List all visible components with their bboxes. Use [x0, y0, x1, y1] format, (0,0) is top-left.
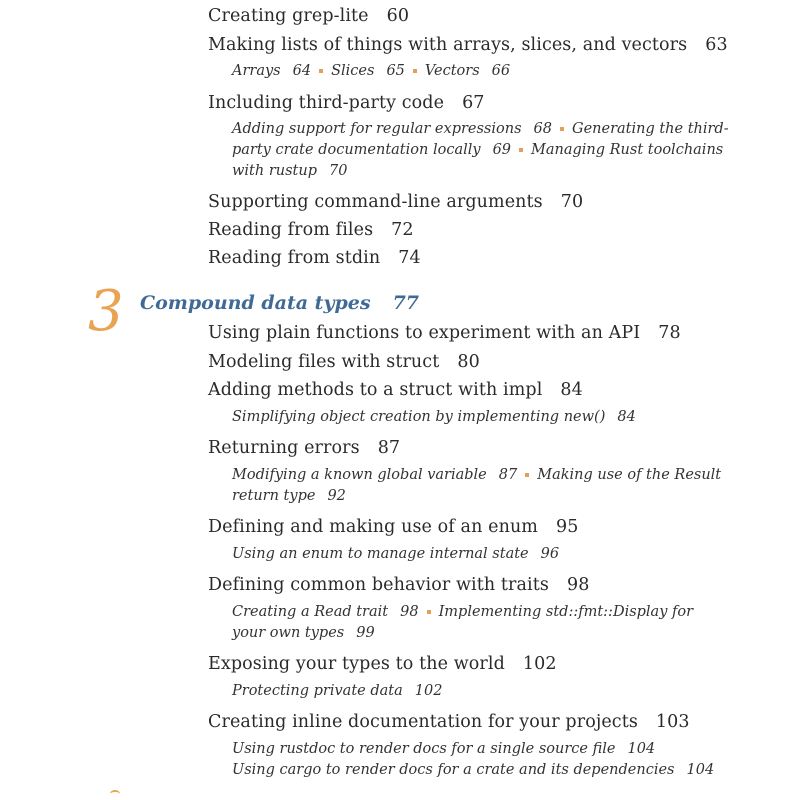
subsection-title: Arrays: [232, 63, 281, 79]
subsection-title: Protecting private data: [232, 683, 403, 699]
section-page: 98: [566, 575, 590, 595]
subsection-title: party crate documentation locally: [232, 142, 481, 158]
section-title: Reading from files: [208, 220, 374, 240]
section-title: Returning errors: [208, 438, 360, 458]
section-page: 95: [556, 517, 579, 537]
chapter-title: Compound data types: [140, 292, 371, 314]
subsection-page: 102: [414, 683, 443, 699]
section-page: 103: [655, 712, 690, 732]
toc-subsection-line: [232, 762, 714, 778]
chapter-page: 77: [392, 292, 420, 314]
toc-subsection-line: [232, 409, 636, 425]
subsection-title: Managing Rust toolchains: [531, 142, 724, 158]
subsection-title: Using an enum to manage internal state: [232, 546, 529, 562]
section-title: Reading from stdin: [208, 248, 381, 268]
section-title: Making lists of things with arrays, slices, and vectors: [208, 35, 688, 55]
subsection-title: Generating the third-: [571, 121, 729, 137]
subsection-title: Adding support for regular expressions: [232, 121, 522, 137]
section-page: 80: [457, 352, 480, 372]
subsection-page: 69: [492, 142, 512, 158]
section-title: Including third-party code: [208, 93, 445, 113]
section-title: Modeling files with struct: [208, 352, 440, 372]
subsection-title: your own types: [232, 625, 345, 641]
subsection-title: Slices: [331, 63, 375, 79]
section-title: Defining and making use of an enum: [208, 517, 539, 537]
subsection-page: 66: [491, 63, 511, 79]
section-title: Creating inline documentation for your projects: [208, 712, 638, 732]
subsection-page: 68: [533, 121, 552, 137]
bullet-separator: [560, 127, 564, 131]
subsection-title: Modifying a known global variable: [232, 467, 487, 483]
section-title: Using plain functions to experiment with an API: [208, 323, 641, 343]
subsection-page: 84: [617, 409, 636, 425]
subsection-page: 70: [328, 163, 348, 179]
section-title: Creating grep-lite: [208, 6, 369, 26]
subsection-page: 64: [292, 63, 312, 79]
subsection-page: 96: [540, 546, 560, 562]
next-chapter-number-fragment: [110, 790, 120, 798]
chapter-heading: [140, 292, 419, 314]
bullet-separator: [519, 148, 523, 152]
chapter-number: 3: [88, 279, 124, 344]
section-page: 102: [522, 654, 557, 674]
subsection-page: 98: [400, 604, 419, 620]
subsection-title: Simplifying object creation by implementing new(): [232, 409, 606, 425]
subsection-page: 104: [627, 741, 656, 757]
subsection-title: Using cargo to render docs for a crate and its dependencies: [232, 762, 675, 778]
subsection-page: 104: [686, 762, 715, 778]
section-title: Exposing your types to the world: [208, 654, 505, 674]
subsection-title: Using rustdoc to render docs for a single source file: [232, 741, 616, 757]
section-page: 87: [377, 438, 401, 458]
section-title: Supporting command-line arguments: [208, 192, 543, 212]
toc-subsection-line: [232, 741, 655, 757]
bullet-separator: [525, 473, 529, 477]
toc-subsection-line: [232, 488, 346, 504]
section-page: 84: [560, 380, 583, 400]
section-page: 72: [391, 220, 414, 240]
toc-subsection-line: [232, 63, 510, 79]
toc-subsection-line: [232, 121, 729, 137]
toc-subsection-line: [232, 625, 375, 641]
section-page: 74: [398, 248, 421, 268]
toc-subsection-line: [232, 467, 721, 483]
subsection-title: return type: [232, 488, 316, 504]
subsection-title: Making use of the Result: [537, 467, 722, 483]
section-page: 60: [386, 6, 410, 26]
subsection-page: 87: [498, 467, 518, 483]
toc-subsection-line: [232, 163, 347, 179]
toc-subsection-line: [232, 604, 693, 620]
toc-subsection-line: [232, 142, 723, 158]
section-title: Defining common behavior with traits: [208, 575, 549, 595]
subsection-title: Creating a Read trait: [232, 604, 389, 620]
section-page: 78: [658, 323, 681, 343]
subsection-title: Implementing std::fmt::Display for: [438, 604, 694, 620]
section-page: 70: [560, 192, 584, 212]
bullet-separator: [427, 610, 431, 614]
toc-subsection-line: [232, 683, 442, 699]
subsection-title: Vectors: [424, 63, 480, 79]
subsection-title: with rustup: [232, 163, 317, 179]
subsection-page: 92: [327, 488, 346, 504]
section-title: Adding methods to a struct with impl: [208, 380, 543, 400]
bullet-separator: [413, 69, 417, 73]
section-page: 67: [462, 93, 485, 113]
toc-subsection-line: [232, 546, 559, 562]
subsection-page: 65: [386, 63, 405, 79]
bullet-separator: [319, 69, 323, 73]
section-page: 63: [705, 35, 728, 55]
subsection-page: 99: [356, 625, 375, 641]
